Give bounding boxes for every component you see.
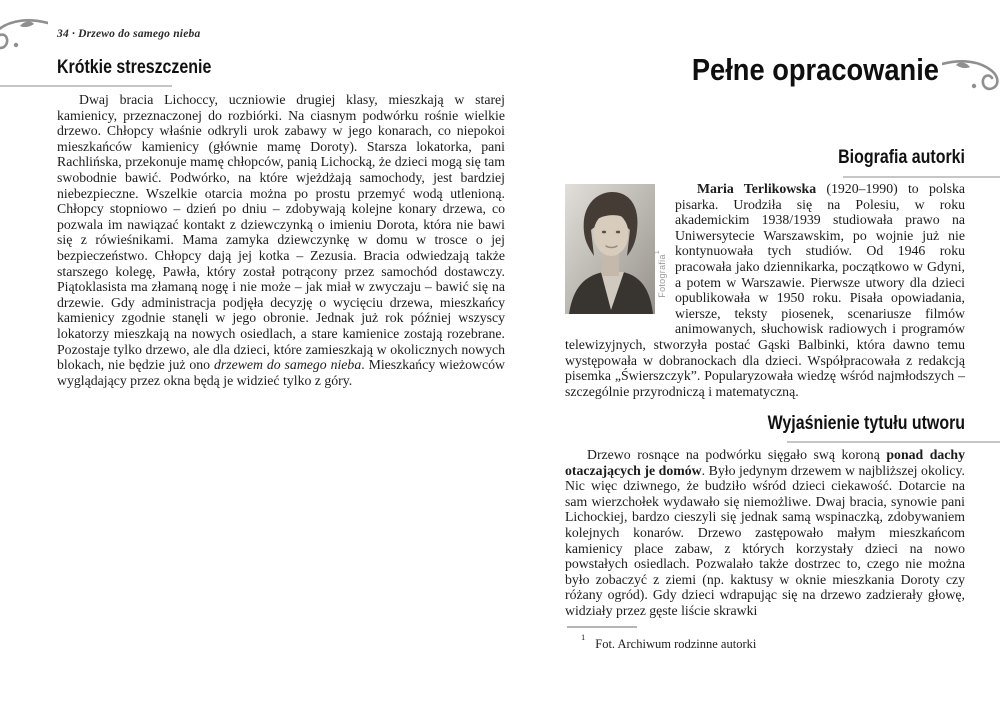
- explanation-text-1: Drzewo rosnące na podwórku sięgało swą koroną: [587, 447, 887, 462]
- explanation-text-bold: ponad dachy otaczających je domów: [565, 447, 965, 478]
- footnote: [565, 633, 981, 652]
- summary-text-1: Dwaj bracia Lichoccy, uczniowie drugiej klasy, mieszkają w starej kamienicy, przeznaczonej do rozbiórki. Na ciasnym podwórku rośnie wielkie drzewo. Chłopcy właśnie odkryli urok zabawy w jego konarach, co niepokoi mieszkańców kamienicy (głównie mamę Doroty). Starsza lokatorka, pani Rachlińska, przekonuje mamę chłopców, panią Lichocką, że dzieci mogą się tam swobodnie bawić. Podwórko, na które wjeżdżają samochody, jest bardziej niebezpieczne. Wszelkie otarcia można po prostu przemyć wodą utlenioną. Chłopcy stopniowo – dzień po dniu – zdobywają kolejne konary drzewa, co pozwala im nawiązać kontakt z dziewczynką o imieniu Dorota, która nie bawi się z rówieśnikami. Mama zamyka dziewczynkę w domu w trosce o jej bezpieczeństwo. Chłopcy dają jej kotka – Zezusia. Bracia odwiedzają także starszego kolegę, Pawła, który został potrącony przez samochód dostawczy. Piątoklasista ma złamaną nogę i nie może – jak miał w zwyczaju – bawić się na drzewie. Gdy administracja podjęła decyzję o wycięciu drzewa, mieszkańcy kamienicy zgodnie stanęli w jego obronie. Jednak już rok później wszyscy lokatorzy mieszkają na nowych osiedlach, a stare kamienice zostają rozebrane. Pozostaje tylko drzewo, ale dla dzieci, które zamieszkają w okolicznych nowych blokach, nie będzie już ono: [57, 92, 505, 373]
- section-title-title-explanation: [565, 413, 965, 435]
- biography-paragraph: [565, 181, 965, 399]
- heading-rule: [787, 441, 1000, 443]
- flourish-ornament-icon: [0, 16, 48, 58]
- photo-caption: Fotografia$^1$: [654, 250, 668, 298]
- summary-paragraph: [57, 92, 505, 388]
- section-title-text: Wyjaśnienie tytułu utworu: [767, 413, 965, 434]
- flourish-ornament-icon: [942, 57, 1000, 99]
- page-title: [665, 52, 965, 88]
- author-photo: [565, 184, 655, 314]
- page-title-text: Pełne opracowanie: [691, 52, 939, 87]
- explanation-text-2: . Było jedynym drzewem w najbliższej okolicy. Nic więc dziwnego, że budziło wśród dzieci ciekawość. Dotarcie na sam wierzchołek wydawało się niemożliwe. Dwaj bracia, synowie pani Lichockiej, bardzo cieszyli się jednak samą wspinaczką, zdobywaniem kolejnych konarów. Drzewo zastępowało małym mieszkańcom kamienicy place zabaw, z których korzystały dzieci na nowo powstałych osiedlach. Pozwalało także dostrzec to, czego nie można było zobaczyć z ziemi (np. kaktusy w oknie mieszkania Doroty czy różany ogród). Gdy dzieci wdrapując się na drzewo zadzierały głowę, widziały przez gęste liście skrawki: [565, 462, 965, 618]
- footnote-marker: 1: [581, 632, 586, 642]
- biography-text: (1920–1990) to polska pisarka. Urodziła się na Polesiu, w roku akademickim 1938/1939 studiowała prawo na Uniwersytecie Warszawskim, po wojnie już nie kontynuowała tych studiów. Od 1946 roku pracowała jako dziennikarka, początkowo w Gdyni, a potem w Warszawie. Pierwsze utwory dla dzieci opublikowała w 1950 roku. Pisała opowiadania, wiersze, teksty piosenek, scenariusze filmów animowanych, słuchowisk radiowych i programów telewizyjnych, stworzyła postać Gąski Balbinki, która dawno temu występowała w dobranockach dla dzieci. Współpracowała z redakcją pisemka „Świerszczyk”. Popularyzowała wiedzę wśród najmłodszych – szczególnie przyrodniczą i matematyczną.: [565, 181, 965, 399]
- section-title-text: Krótkie streszczenie: [57, 57, 212, 78]
- footnote-text: Fot. Archiwum rodzinne autorki: [595, 637, 757, 652]
- section-title-short-summary: [57, 57, 241, 79]
- title-explanation-paragraph: [565, 447, 965, 619]
- section-title-author-biography: [565, 147, 965, 169]
- summary-text-italic: drzewem do samego nieba: [213, 357, 362, 373]
- running-header: 34 · Drzewo do samego nieba: [57, 28, 201, 40]
- author-name: Maria Terlikowska: [697, 181, 817, 196]
- footnote-rule: [567, 626, 637, 628]
- heading-rule: [0, 85, 172, 87]
- heading-rule: [843, 176, 1000, 178]
- section-title-text: Biografia autorki: [838, 147, 965, 168]
- author-photo-figure: [565, 184, 675, 326]
- summary-text-2: . Mieszkańcy wieżowców wyglądający przez okna będą je widzieć tylko z góry.: [57, 357, 505, 388]
- photo-caption-footnote-marker: 1: [654, 250, 662, 255]
